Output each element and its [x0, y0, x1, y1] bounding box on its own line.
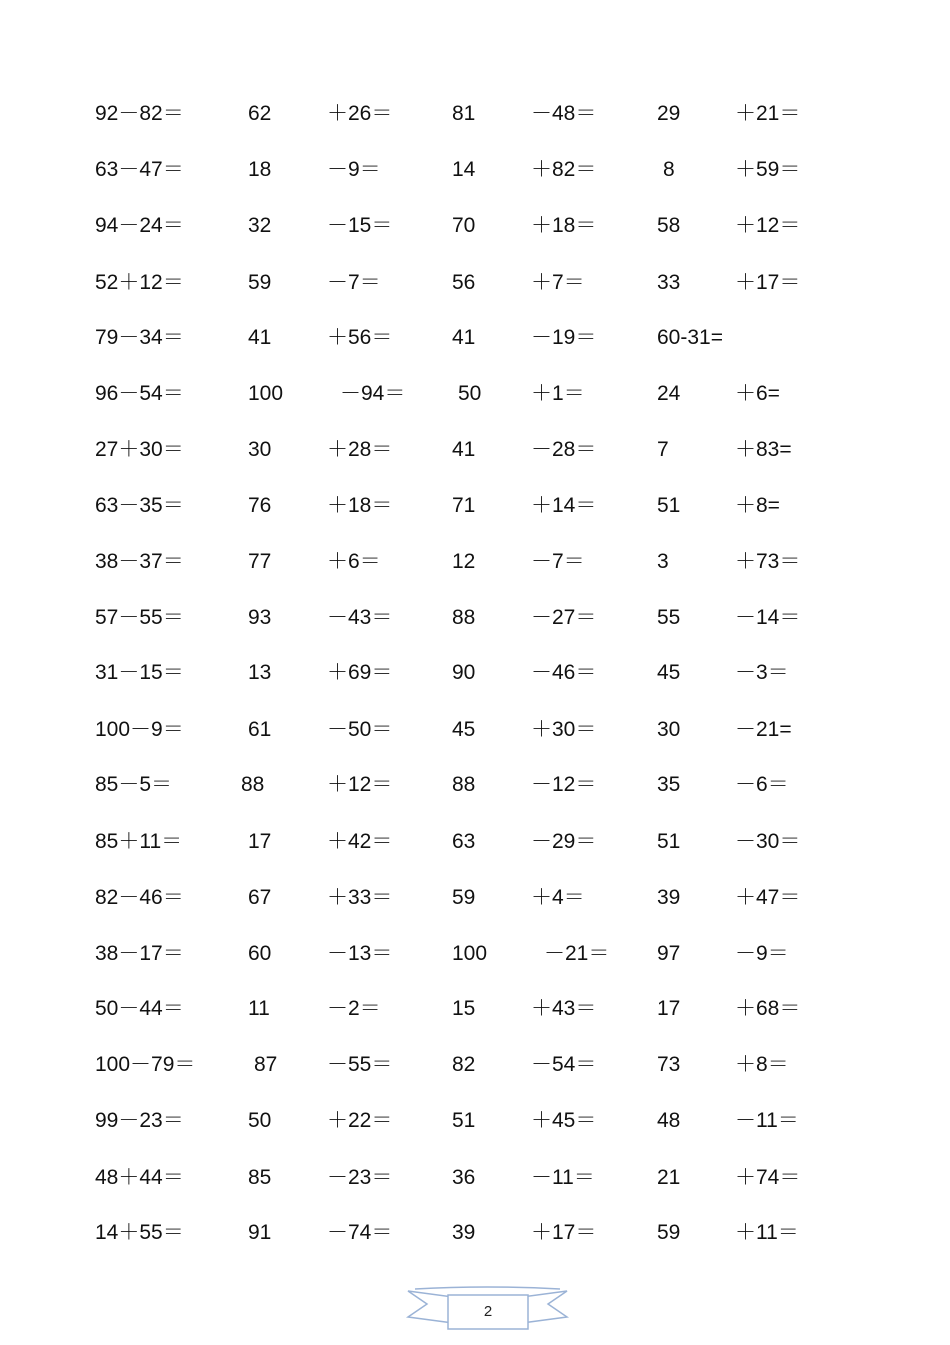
operation-expression: －15＝	[327, 214, 393, 237]
answer-value: 97	[657, 942, 681, 965]
answer-value: 100	[452, 942, 488, 965]
answer-value: 67	[248, 886, 272, 909]
answer-value: 15	[452, 997, 476, 1020]
operation-expression: ＋28＝	[327, 438, 393, 461]
worksheet-row	[0, 268, 950, 298]
answer-value: 41	[452, 438, 476, 461]
operation-expression: －11＝	[735, 1109, 799, 1132]
answer-value: 17	[248, 830, 272, 853]
answer-value: 39	[452, 1221, 476, 1244]
operation-expression: ＋45＝	[531, 1109, 597, 1132]
answer-value: 17	[657, 997, 681, 1020]
operation-expression: ＋4＝	[531, 886, 585, 909]
answer-value: 33	[657, 271, 681, 294]
operation-expression: ＋42＝	[327, 830, 393, 853]
problem-expression: 27＋30＝	[95, 438, 184, 461]
answer-value: 55	[657, 606, 681, 629]
answer-value: 8	[663, 158, 675, 181]
worksheet-row	[0, 379, 950, 409]
worksheet-row	[0, 939, 950, 969]
operation-expression: ＋26＝	[327, 102, 393, 125]
answer-value: 35	[657, 773, 681, 796]
worksheet-row	[0, 99, 950, 129]
answer-value: 73	[657, 1053, 681, 1076]
operation-expression: －48＝	[531, 102, 597, 125]
problem-expression: 48＋44＝	[95, 1166, 184, 1189]
operation-expression: ＋33＝	[327, 886, 393, 909]
answer-value: 59	[657, 1221, 681, 1244]
operation-expression: ＋12＝	[735, 214, 801, 237]
answer-value: 50	[458, 382, 482, 405]
problem-expression: 38－37＝	[95, 550, 184, 573]
answer-value: 70	[452, 214, 476, 237]
operation-expression: ＋21＝	[735, 102, 801, 125]
operation-expression: ＋83=	[735, 438, 792, 461]
operation-expression: －74＝	[327, 1221, 393, 1244]
problem-expression: 14＋55＝	[95, 1221, 184, 1244]
worksheet-row	[0, 658, 950, 688]
worksheet-row	[0, 827, 950, 857]
answer-value: 100	[248, 382, 284, 405]
answer-value: 39	[657, 886, 681, 909]
worksheet-row	[0, 1218, 950, 1248]
answer-value: 50	[248, 1109, 272, 1132]
answer-value: 60-31=	[657, 326, 723, 349]
operation-expression: －14＝	[735, 606, 801, 629]
operation-expression: －94＝	[340, 382, 406, 405]
operation-expression: －55＝	[327, 1053, 393, 1076]
answer-value: 59	[452, 886, 476, 909]
operation-expression: ＋69＝	[327, 661, 393, 684]
worksheet-row	[0, 211, 950, 241]
operation-expression: ＋73＝	[735, 550, 801, 573]
answer-value: 7	[657, 438, 669, 461]
problem-expression: 50－44＝	[95, 997, 184, 1020]
problem-expression: 96－54＝	[95, 382, 184, 405]
problem-expression: 82－46＝	[95, 886, 184, 909]
operation-expression: －12＝	[531, 773, 597, 796]
operation-expression: －29＝	[531, 830, 597, 853]
worksheet-row	[0, 323, 950, 353]
answer-value: 51	[657, 494, 681, 517]
answer-value: 3	[657, 550, 669, 573]
worksheet-row	[0, 994, 950, 1024]
answer-value: 32	[248, 214, 272, 237]
problem-expression: 31－15＝	[95, 661, 184, 684]
problem-expression: 85－5＝	[95, 773, 173, 796]
operation-expression: ＋11＝	[735, 1221, 799, 1244]
worksheet-row	[0, 1050, 950, 1080]
answer-value: 18	[248, 158, 272, 181]
operation-expression: ＋68＝	[735, 997, 801, 1020]
operation-expression: ＋7＝	[531, 271, 585, 294]
operation-expression: ＋22＝	[327, 1109, 393, 1132]
operation-expression: －7＝	[327, 271, 381, 294]
answer-value: 76	[248, 494, 272, 517]
answer-value: 62	[248, 102, 272, 125]
problem-expression: 79－34＝	[95, 326, 184, 349]
operation-expression: ＋12＝	[327, 773, 393, 796]
operation-expression: ＋17＝	[735, 271, 801, 294]
worksheet-row	[0, 1163, 950, 1193]
operation-expression: －30＝	[735, 830, 801, 853]
operation-expression: ＋18＝	[327, 494, 393, 517]
answer-value: 91	[248, 1221, 272, 1244]
operation-expression: －6＝	[735, 773, 789, 796]
answer-value: 58	[657, 214, 681, 237]
operation-expression: －43＝	[327, 606, 393, 629]
answer-value: 60	[248, 942, 272, 965]
answer-value: 61	[248, 718, 272, 741]
answer-value: 41	[452, 326, 476, 349]
operation-expression: －23＝	[327, 1166, 393, 1189]
worksheet-row	[0, 435, 950, 465]
operation-expression: ＋8=	[735, 494, 780, 517]
operation-expression: －7＝	[531, 550, 585, 573]
operation-expression: －50＝	[327, 718, 393, 741]
operation-expression: ＋18＝	[531, 214, 597, 237]
worksheet-row	[0, 770, 950, 800]
answer-value: 36	[452, 1166, 476, 1189]
operation-expression: －9＝	[735, 942, 789, 965]
operation-expression: －21=	[735, 718, 792, 741]
answer-value: 45	[657, 661, 681, 684]
worksheet-row	[0, 883, 950, 913]
problem-expression: 52＋12＝	[95, 271, 184, 294]
answer-value: 11	[248, 997, 270, 1020]
operation-expression: －3＝	[735, 661, 789, 684]
answer-value: 63	[452, 830, 476, 853]
operation-expression: ＋56＝	[327, 326, 393, 349]
answer-value: 56	[452, 271, 476, 294]
operation-expression: ＋6=	[735, 382, 780, 405]
answer-value: 90	[452, 661, 476, 684]
worksheet-row	[0, 155, 950, 185]
problem-expression: 63－35＝	[95, 494, 184, 517]
operation-expression: ＋74＝	[735, 1166, 801, 1189]
page-number: 2	[483, 1303, 493, 1320]
answer-value: 13	[248, 661, 272, 684]
operation-expression: －11＝	[531, 1166, 595, 1189]
answer-value: 24	[657, 382, 681, 405]
answer-value: 88	[241, 773, 265, 796]
answer-value: 85	[248, 1166, 272, 1189]
problem-expression: 57－55＝	[95, 606, 184, 629]
operation-expression: －46＝	[531, 661, 597, 684]
operation-expression: ＋17＝	[531, 1221, 597, 1244]
worksheet-row	[0, 547, 950, 577]
operation-expression: ＋43＝	[531, 997, 597, 1020]
operation-expression: －27＝	[531, 606, 597, 629]
operation-expression: ＋8＝	[735, 1053, 789, 1076]
problem-expression: 94－24＝	[95, 214, 184, 237]
answer-value: 21	[657, 1166, 681, 1189]
answer-value: 59	[248, 271, 272, 294]
answer-value: 87	[254, 1053, 278, 1076]
operation-expression: －21＝	[544, 942, 610, 965]
answer-value: 51	[452, 1109, 476, 1132]
operation-expression: －9＝	[327, 158, 381, 181]
operation-expression: ＋47＝	[735, 886, 801, 909]
operation-expression: －2＝	[327, 997, 381, 1020]
answer-value: 51	[657, 830, 681, 853]
problem-expression: 99－23＝	[95, 1109, 184, 1132]
problem-expression: 85＋11＝	[95, 830, 183, 853]
answer-value: 45	[452, 718, 476, 741]
answer-value: 88	[452, 773, 476, 796]
problem-expression: 100－9＝	[95, 718, 184, 741]
operation-expression: ＋14＝	[531, 494, 597, 517]
answer-value: 41	[248, 326, 272, 349]
worksheet-row	[0, 491, 950, 521]
operation-expression: ＋1＝	[531, 382, 585, 405]
answer-value: 48	[657, 1109, 681, 1132]
operation-expression: －13＝	[327, 942, 393, 965]
problem-expression: 38－17＝	[95, 942, 184, 965]
answer-value: 81	[452, 102, 476, 125]
problem-expression: 92－82＝	[95, 102, 184, 125]
problem-expression: 100－79＝	[95, 1053, 196, 1076]
problem-expression: 63－47＝	[95, 158, 184, 181]
answer-value: 30	[657, 718, 681, 741]
worksheet-row	[0, 1106, 950, 1136]
operation-expression: ＋59＝	[735, 158, 801, 181]
answer-value: 93	[248, 606, 272, 629]
worksheet-row	[0, 603, 950, 633]
worksheet-row	[0, 715, 950, 745]
answer-value: 77	[248, 550, 272, 573]
answer-value: 30	[248, 438, 272, 461]
answer-value: 12	[452, 550, 476, 573]
answer-value: 82	[452, 1053, 476, 1076]
operation-expression: －54＝	[531, 1053, 597, 1076]
answer-value: 29	[657, 102, 681, 125]
operation-expression: ＋6＝	[327, 550, 381, 573]
answer-value: 14	[452, 158, 476, 181]
answer-value: 71	[452, 494, 476, 517]
operation-expression: ＋82＝	[531, 158, 597, 181]
operation-expression: －19＝	[531, 326, 597, 349]
operation-expression: ＋30＝	[531, 718, 597, 741]
answer-value: 88	[452, 606, 476, 629]
operation-expression: －28＝	[531, 438, 597, 461]
